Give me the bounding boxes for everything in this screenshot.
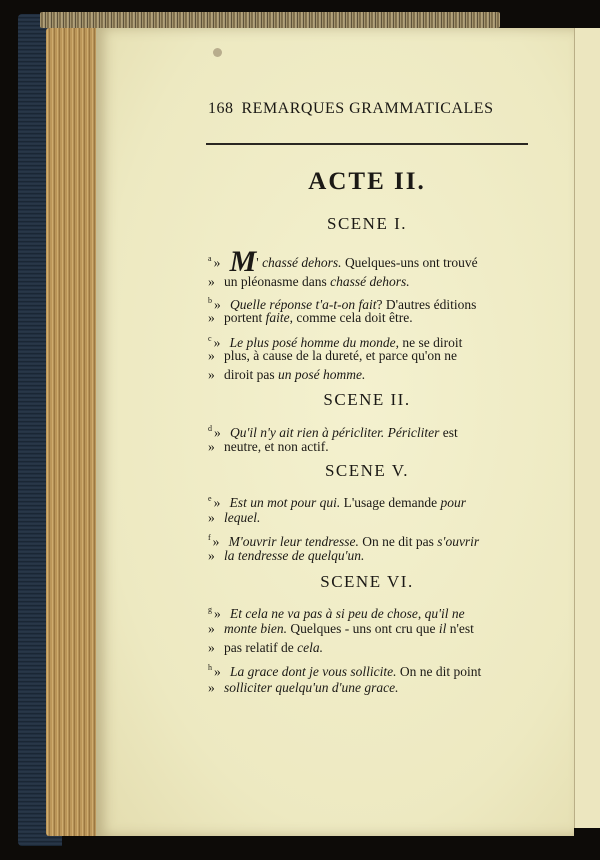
page-number: 168 [208,100,234,117]
paper-stain [213,48,222,57]
book-headband [40,12,500,28]
scene-heading-3: SCENE V. [324,461,410,480]
note-c-line-1: $^c$ » Le plus posé homme du monde, ne se diroit [208,334,463,350]
note-f-line-2: » la tendresse de quelqu'un. [208,548,365,563]
note-g-line-2: » monte bien. Quelques - uns ont cru que il n'est [208,621,474,636]
note-d-line-2: » neutre, et non actif. [208,439,329,454]
act-heading: ACTE II. [308,168,426,195]
scene-heading-2: SCENE II. [323,390,411,409]
note-g-line-3: » pas relatif de cela. [208,640,323,655]
note-e-line-2: » lequel. [208,510,261,525]
note-b-line-2: » portent faite, comme cela doit être. [208,310,413,325]
note-d-line-1: $^d$ » Qu'il n'y ait rien à péricliter. Péricliter est [208,424,458,440]
note-e-line-1: $^e$ » Est un mot pour qui. L'usage demande pour [208,494,466,510]
scene-heading-4: SCENE VI. [320,572,414,591]
running-header [208,100,528,118]
note-c-line-3: » diroit pas un posé homme. [208,367,366,382]
note-g-line-1: $^g$ » Et cela ne va pas à si peu de chose, qu'il ne [208,605,465,621]
note-a-line-2: » un pléonasme dans chassé dehors. [208,274,410,289]
header-rule [206,143,528,145]
note-h-line-1: $^h$ » La grace dont je vous sollicite. On ne dit point [208,663,482,679]
running-title: REMARQUES GRAMMATICALES [241,100,494,117]
facing-page-edge [574,28,600,828]
note-h-line-2: » solliciter quelqu'un d'une grace. [208,680,399,695]
drop-cap: M [229,245,257,278]
note-f-line-1: $^f$ » M'ouvrir leur tendresse. On ne dit pas s'ouvrir [208,533,480,549]
note-c-line-2: » plus, à cause de la dureté, et parce qu'on ne [208,348,457,363]
note-a-line-1: $^a$ » M' chassé dehors. Quelques-uns ont trouvé [208,245,478,278]
scene-heading-1: SCENE I. [327,214,407,233]
note-b-line-1: $^b$ » Quelle réponse t'a-t-on fait? D'autres éditions [208,296,477,312]
